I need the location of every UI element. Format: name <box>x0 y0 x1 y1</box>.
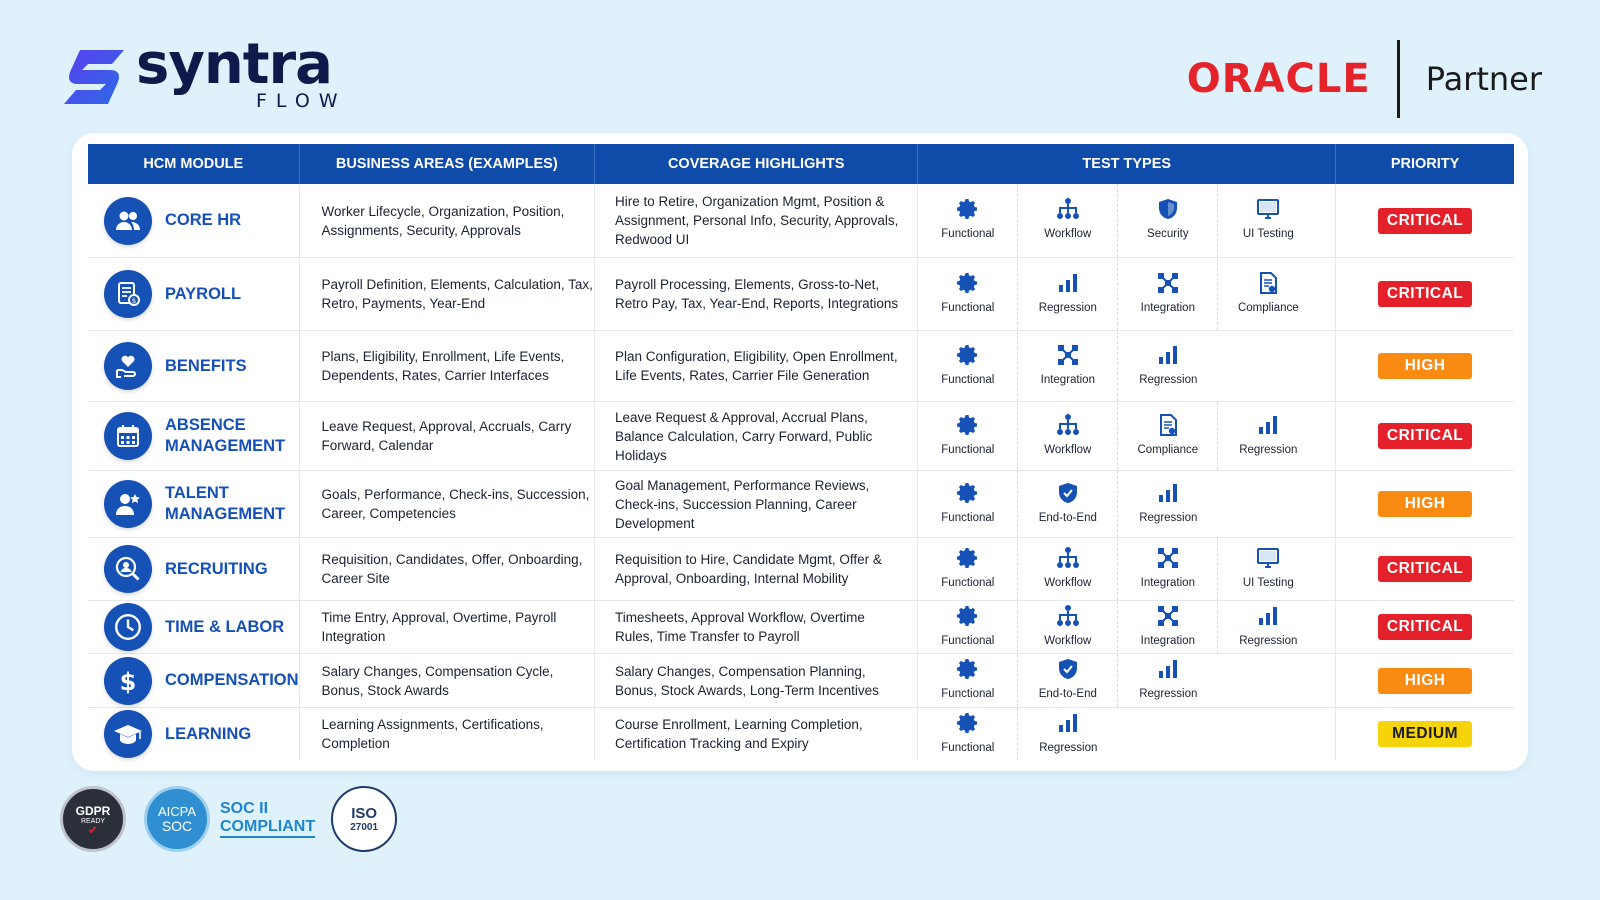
aicpa-badge-subtitle: SOC <box>161 818 193 834</box>
clock-icon <box>104 603 152 651</box>
module-name: LEARNING <box>165 724 252 743</box>
gear-icon <box>955 271 981 295</box>
priority-badge: CRITICAL <box>1378 423 1472 449</box>
test-type-label: Functional <box>941 301 995 314</box>
test-type-functional <box>918 654 1018 707</box>
oracle-wordmark: ORACLE <box>1186 56 1371 102</box>
gear-icon <box>955 197 981 221</box>
test-type-functional <box>918 601 1018 653</box>
business-areas-cell: Learning Assignments, Certifications, Completion <box>299 708 594 761</box>
test-type-label: Regression <box>1038 301 1097 314</box>
test-type-workflow <box>1018 184 1118 257</box>
shield-check-icon <box>1055 481 1081 505</box>
gdpr-badge <box>60 786 126 852</box>
test-type-label: Workflow <box>1044 634 1092 647</box>
test-type-label: Regression <box>1239 634 1298 647</box>
workflow-icon <box>1055 413 1081 437</box>
graduation-cap-icon <box>104 710 152 758</box>
test-type-label: Workflow <box>1044 576 1092 589</box>
dollar-icon <box>104 657 152 705</box>
coverage-highlights-cell: Course Enrollment, Learning Completion, Certification Tracking and Expiry <box>595 708 918 761</box>
business-areas-cell: Payroll Definition, Elements, Calculation, Tax, Retro, Payments, Year-End <box>299 258 594 331</box>
header-business-areas: BUSINESS AREAS (EXAMPLES) <box>299 144 594 184</box>
test-type-label: Functional <box>941 511 995 524</box>
test-type-label: Workflow <box>1044 443 1092 456</box>
gear-icon <box>955 657 981 681</box>
test-type-label: Regression <box>1239 443 1298 456</box>
module-cell <box>88 258 299 331</box>
test-type-label: Functional <box>941 228 995 240</box>
table-row <box>88 258 1514 331</box>
document-check-icon <box>1155 413 1181 437</box>
people-icon <box>104 197 152 245</box>
test-type-label: Regression <box>1139 511 1198 524</box>
test-type-functional <box>918 402 1018 470</box>
table-row <box>88 184 1514 258</box>
gear-icon <box>955 343 981 367</box>
oracle-partner-logo <box>1187 40 1542 118</box>
priority-cell <box>1336 331 1514 402</box>
priority-cell <box>1336 184 1514 258</box>
certifications <box>60 784 397 854</box>
test-types-cell <box>918 331 1336 402</box>
brand-name: syntra <box>136 32 332 97</box>
coverage-highlights-cell: Plan Configuration, Eligibility, Open Enrollment, Life Events, Rates, Carrier File Generation <box>595 331 918 402</box>
partner-divider <box>1397 40 1400 118</box>
module-cell <box>88 402 299 471</box>
workflow-icon <box>1055 604 1081 628</box>
test-type-regression <box>1118 654 1218 707</box>
bar-chart-icon <box>1155 481 1181 505</box>
coverage-highlights-cell: Salary Changes, Compensation Planning, Bonus, Stock Awards, Long-Term Incentives <box>595 654 918 708</box>
priority-badge: HIGH <box>1378 491 1472 517</box>
priority-badge: CRITICAL <box>1378 281 1472 307</box>
test-type-label: Regression <box>1139 373 1198 386</box>
priority-badge: MEDIUM <box>1378 721 1472 747</box>
test-type-compliance <box>1218 258 1318 330</box>
business-areas-cell: Salary Changes, Compensation Cycle, Bonus, Stock Awards <box>299 654 594 708</box>
gear-icon <box>955 481 981 505</box>
payroll-icon <box>104 270 152 318</box>
workflow-icon <box>1055 546 1081 570</box>
test-type-functional <box>918 258 1018 330</box>
test-type-label: Functional <box>941 634 995 647</box>
test-type-ui-testing <box>1218 184 1318 257</box>
test-type-label: Integration <box>1040 373 1095 386</box>
test-type-workflow <box>1018 402 1118 470</box>
module-name: RECRUITING <box>165 559 268 578</box>
test-type-functional <box>918 538 1018 600</box>
test-types-cell <box>918 471 1336 538</box>
table-row <box>88 538 1514 601</box>
priority-cell <box>1336 601 1514 654</box>
test-type-workflow <box>1018 601 1118 653</box>
test-type-label: Workflow <box>1044 228 1092 240</box>
bar-chart-icon <box>1055 711 1081 735</box>
test-type-label: Integration <box>1140 301 1195 314</box>
test-type-label: Functional <box>941 688 995 700</box>
table-row <box>88 331 1514 402</box>
module-cell <box>88 471 299 538</box>
aicpa-soc-badge <box>144 786 210 852</box>
header-test-types: TEST TYPES <box>918 144 1336 184</box>
test-type-label: Integration <box>1140 634 1195 647</box>
module-name: COMPENSATION <box>165 671 299 689</box>
priority-badge: CRITICAL <box>1378 208 1472 234</box>
aicpa-badge-title: AICPA <box>157 804 197 819</box>
iso-badge-title: ISO <box>351 805 378 822</box>
test-type-integration <box>1118 601 1218 653</box>
bar-chart-icon <box>1255 604 1281 628</box>
test-type-end-to-end <box>1018 471 1118 537</box>
test-type-label: Compliance <box>1237 301 1299 314</box>
monitor-icon <box>1255 546 1281 570</box>
workflow-icon <box>1055 197 1081 221</box>
test-type-functional <box>918 471 1018 537</box>
priority-badge: HIGH <box>1378 668 1472 694</box>
module-name: TALENT MANAGEMENT <box>165 484 286 523</box>
test-type-regression <box>1218 601 1318 653</box>
test-type-regression <box>1018 258 1118 330</box>
test-types-cell <box>918 402 1336 471</box>
test-type-integration <box>1118 258 1218 330</box>
iso-badge-number: 27001 <box>350 822 379 833</box>
table-row <box>88 601 1514 654</box>
priority-cell <box>1336 258 1514 331</box>
test-types-cell <box>918 258 1336 331</box>
priority-cell <box>1336 402 1514 471</box>
syntra-s-icon <box>60 46 128 108</box>
test-type-ui-testing <box>1218 538 1318 600</box>
monitor-icon <box>1255 197 1281 221</box>
brand-logo <box>60 32 360 116</box>
integration-icon <box>1155 546 1181 570</box>
soc2-line2: COMPLIANT <box>220 818 315 838</box>
module-name: PAYROLL <box>165 284 242 303</box>
priority-cell <box>1336 538 1514 601</box>
priority-cell <box>1336 654 1514 708</box>
module-name: TIME & LABOR <box>165 617 285 636</box>
test-type-label: Regression <box>1139 688 1198 700</box>
test-type-integration <box>1018 331 1118 401</box>
integration-icon <box>1155 271 1181 295</box>
table-row <box>88 471 1514 538</box>
bar-chart-icon <box>1055 271 1081 295</box>
test-types-cell <box>918 654 1336 708</box>
shield-icon <box>1155 197 1181 221</box>
bar-chart-icon <box>1155 343 1181 367</box>
business-areas-cell: Requisition, Candidates, Offer, Onboarding, Career Site <box>299 538 594 601</box>
priority-badge: CRITICAL <box>1378 556 1472 582</box>
coverage-highlights-cell: Requisition to Hire, Candidate Mgmt, Offer & Approval, Onboarding, Internal Mobility <box>595 538 918 601</box>
table-row <box>88 654 1514 708</box>
shield-check-icon <box>1055 657 1081 681</box>
business-areas-cell: Goals, Performance, Check-ins, Succession, Career, Competencies <box>299 471 594 538</box>
gear-icon <box>955 711 981 735</box>
test-type-functional <box>918 331 1018 401</box>
gdpr-badge-subtitle: READY <box>80 817 106 825</box>
test-type-integration <box>1118 538 1218 600</box>
test-type-workflow <box>1018 538 1118 600</box>
hcm-coverage-card <box>72 133 1528 771</box>
test-type-label: Integration <box>1140 576 1195 589</box>
iso-27001-badge <box>331 786 397 852</box>
business-areas-cell: Time Entry, Approval, Overtime, Payroll Integration <box>299 601 594 654</box>
test-type-label: Functional <box>941 576 995 589</box>
module-cell <box>88 538 299 601</box>
test-type-label: Functional <box>941 443 995 456</box>
gear-icon <box>955 546 981 570</box>
coverage-highlights-cell: Leave Request & Approval, Accrual Plans, Balance Calculation, Carry Forward, Public Holidays <box>595 402 918 471</box>
gdpr-badge-title: GDPR <box>75 803 111 818</box>
table-body <box>88 184 1514 760</box>
bar-chart-icon <box>1155 657 1181 681</box>
table-header-row <box>88 144 1514 184</box>
test-type-label: Regression <box>1039 741 1098 754</box>
test-type-regression <box>1218 402 1318 470</box>
test-type-regression <box>1118 471 1218 537</box>
table-row <box>88 708 1514 761</box>
integration-icon <box>1055 343 1081 367</box>
soc2-line1: SOC II <box>220 800 269 817</box>
priority-cell <box>1336 708 1514 761</box>
module-name: ABSENCE MANAGEMENT <box>165 416 286 455</box>
module-cell <box>88 708 299 761</box>
test-type-label: End-to-End <box>1038 688 1097 700</box>
document-check-icon <box>1255 271 1281 295</box>
test-type-label: UI Testing <box>1242 228 1294 240</box>
coverage-highlights-cell: Hire to Retire, Organization Mgmt, Position & Assignment, Personal Info, Security, Approvals, Redwood UI <box>595 184 918 258</box>
user-star-icon <box>104 480 152 528</box>
test-types-cell <box>918 184 1336 258</box>
header-hcm-module: HCM MODULE <box>88 144 299 184</box>
test-type-compliance <box>1118 402 1218 470</box>
coverage-highlights-cell: Goal Management, Performance Reviews, Check-ins, Succession Planning, Career Development <box>595 471 918 538</box>
module-cell <box>88 601 299 654</box>
check-icon: ✔ <box>87 822 99 837</box>
business-areas-cell: Leave Request, Approval, Accruals, Carry Forward, Calendar <box>299 402 594 471</box>
header-coverage-highlights: COVERAGE HIGHLIGHTS <box>595 144 918 184</box>
module-name: BENEFITS <box>165 356 247 375</box>
module-cell <box>88 654 299 708</box>
soc2-compliant-label <box>220 800 315 838</box>
hcm-coverage-table <box>88 144 1514 760</box>
coverage-highlights-cell: Payroll Processing, Elements, Gross-to-Net, Retro Pay, Tax, Year-End, Reports, Integrations <box>595 258 918 331</box>
test-type-label: UI Testing <box>1242 576 1294 589</box>
test-types-cell <box>918 601 1336 654</box>
test-type-label: Functional <box>941 373 995 386</box>
test-type-security <box>1118 184 1218 257</box>
test-type-regression <box>1118 331 1218 401</box>
priority-badge: CRITICAL <box>1378 614 1472 640</box>
svg-text:$: $ <box>131 297 137 305</box>
priority-badge: HIGH <box>1378 353 1472 379</box>
priority-cell <box>1336 471 1514 538</box>
test-type-label: End-to-End <box>1038 511 1097 524</box>
coverage-highlights-cell: Timesheets, Approval Workflow, Overtime Rules, Time Transfer to Payroll <box>595 601 918 654</box>
table-row <box>88 402 1514 471</box>
business-areas-cell: Worker Lifecycle, Organization, Position, Assignments, Security, Approvals <box>299 184 594 258</box>
module-cell <box>88 331 299 402</box>
brand-subtitle: FLOW <box>256 90 347 112</box>
test-type-label: Compliance <box>1137 443 1199 456</box>
test-type-regression <box>1018 708 1118 760</box>
svg-text:$: $ <box>119 667 137 695</box>
module-cell <box>88 184 299 258</box>
module-name: CORE HR <box>165 211 242 229</box>
business-areas-cell: Plans, Eligibility, Enrollment, Life Events, Dependents, Rates, Carrier Interfaces <box>299 331 594 402</box>
test-type-functional <box>918 184 1018 257</box>
test-type-label: Functional <box>941 741 995 754</box>
header-priority: PRIORITY <box>1336 144 1514 184</box>
calendar-icon <box>104 412 152 460</box>
test-types-cell <box>918 538 1336 601</box>
bar-chart-icon <box>1255 413 1281 437</box>
integration-icon <box>1155 604 1181 628</box>
user-search-icon <box>104 545 152 593</box>
test-types-cell <box>918 708 1336 761</box>
heart-hand-icon <box>104 342 152 390</box>
gear-icon <box>955 413 981 437</box>
gear-icon <box>955 604 981 628</box>
test-type-end-to-end <box>1018 654 1118 707</box>
test-type-label: Security <box>1147 228 1189 240</box>
partner-label: Partner <box>1425 60 1542 98</box>
test-type-functional <box>918 708 1018 760</box>
